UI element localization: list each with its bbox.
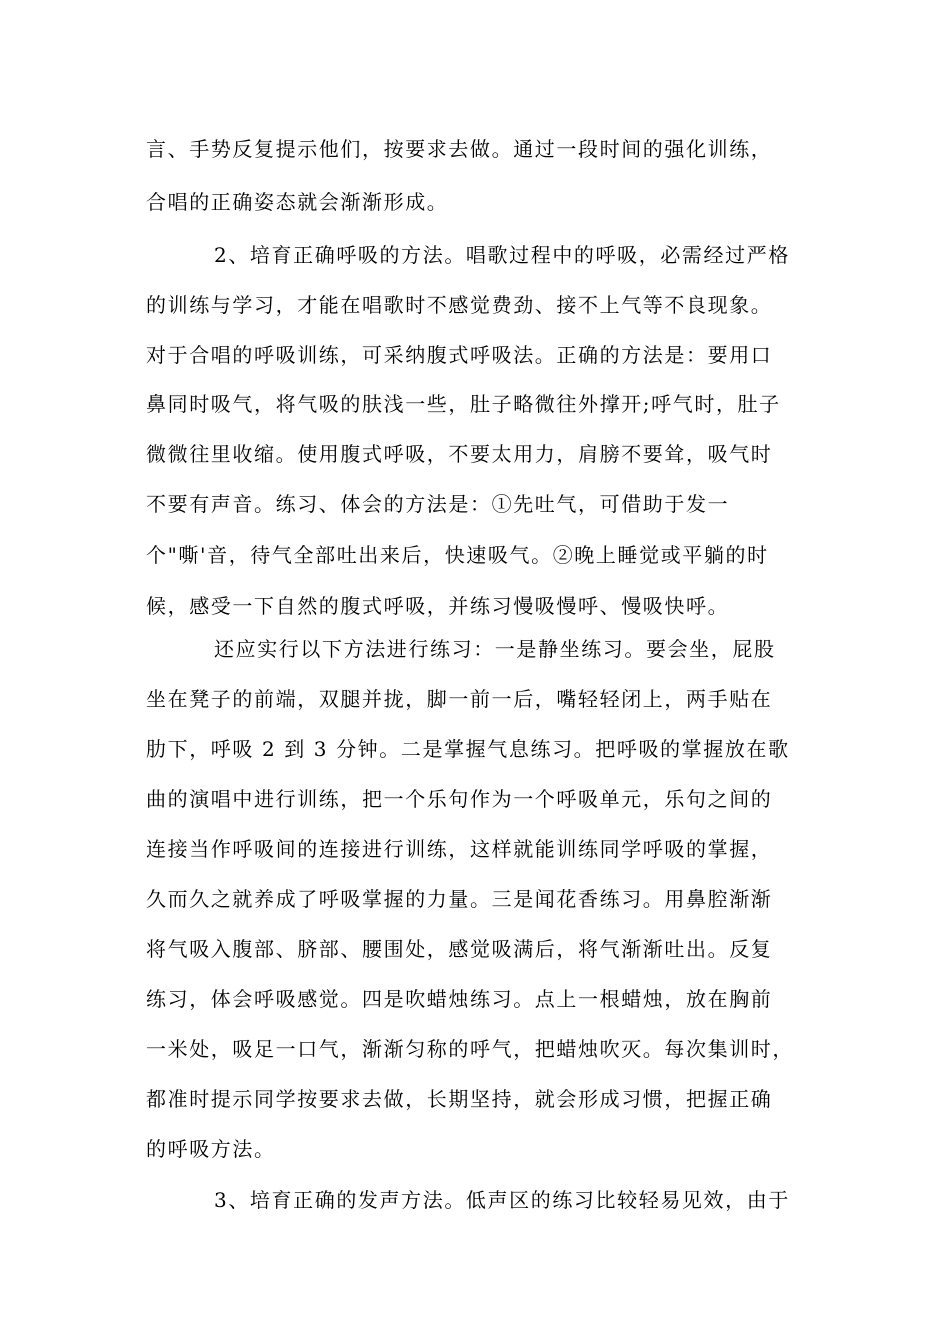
- text-line: 不要有声音。练习、体会的方法是：①先吐气，可借助于发一: [146, 492, 730, 516]
- text-line: 3、培育正确的发声方法。低声区的练习比较轻易见效，由于: [214, 1188, 790, 1212]
- text-line: 对于合唱的呼吸训练，可采纳腹式呼吸法。正确的方法是：要用口: [146, 343, 773, 367]
- text-line: 久而久之就养成了呼吸掌握的力量。三是闻花香练习。用鼻腔渐渐: [146, 887, 773, 911]
- text-line: 的呼吸方法。: [146, 1137, 276, 1161]
- text-line: 言、手势反复提示他们，按要求去做。通过一段时间的强化训练，: [146, 137, 773, 161]
- text-line: 个"嘶'音，待气全部吐出来后，快速吸气。②晚上睡觉或平躺的时: [146, 543, 769, 567]
- text-line: 2、培育正确呼吸的方法。唱歌过程中的呼吸，必需经过严格: [214, 243, 790, 267]
- text-line: 的训练与学习，才能在唱歌时不感觉费劲、接不上气等不良现象。: [146, 293, 773, 317]
- text-line: 连接当作呼吸间的连接进行训练，这样就能训练同学呼吸的掌握，: [146, 837, 773, 861]
- text-line: 将气吸入腹部、脐部、腰围处，感觉吸满后，将气渐渐吐出。反复: [146, 937, 773, 961]
- text-line: 微微往里收缩。使用腹式呼吸，不要太用力，肩膀不要耸，吸气时: [146, 442, 773, 466]
- text-line: 曲的演唱中进行训练，把一个乐句作为一个呼吸单元，乐句之间的: [146, 787, 773, 811]
- text-line: 还应实行以下方法进行练习：一是静坐练习。要会坐，屁股: [214, 637, 776, 661]
- text-line: 鼻同时吸气，将气吸的肤浅一些，肚子略微往外撑开;呼气时，肚子: [146, 392, 781, 416]
- text-line: 都准时提示同学按要求去做，长期坚持，就会形成习惯，把握正确: [146, 1087, 773, 1111]
- text-line: 坐在凳子的前端，双腿并拢，脚一前一后，嘴轻轻闭上，两手贴在: [146, 687, 773, 711]
- text-line: 一米处，吸足一口气，渐渐匀称的呼气，把蜡烛吹灭。每次集训时，: [146, 1037, 794, 1061]
- text-line: 肋下，呼吸 2 到 3 分钟。二是掌握气息练习。把呼吸的掌握放在歌: [146, 737, 790, 761]
- text-line: 候，感受一下自然的腹式呼吸，并练习慢吸慢呼、慢吸快呼。: [146, 594, 730, 618]
- text-line: 合唱的正确姿态就会渐渐形成。: [146, 190, 449, 214]
- text-line: 练习，体会呼吸感觉。四是吹蜡烛练习。点上一根蜡烛，放在胸前: [146, 987, 773, 1011]
